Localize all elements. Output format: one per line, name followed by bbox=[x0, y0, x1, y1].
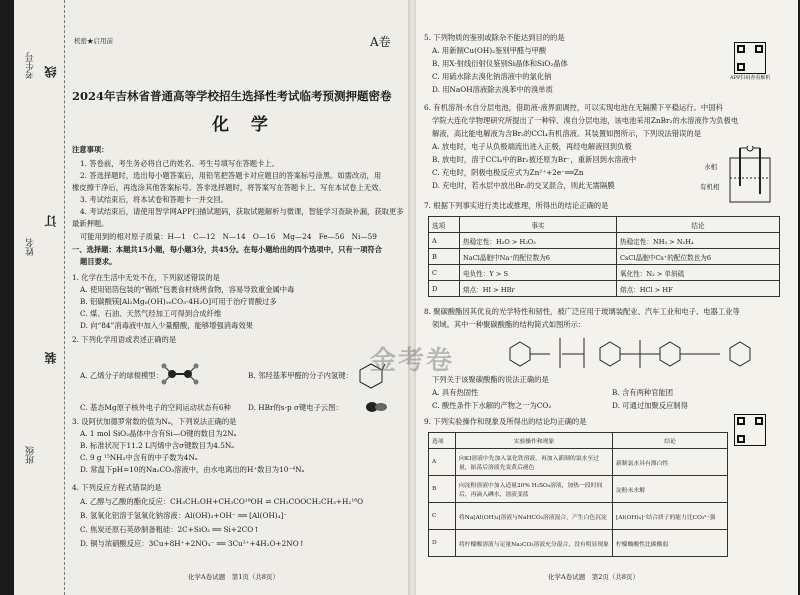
page-fold bbox=[408, 0, 416, 595]
binding-label-examno: 考生号 bbox=[26, 52, 36, 79]
q8-option-d: D. 可通过加聚反应制得 bbox=[612, 401, 688, 410]
q4-option-d: D. 铜与浓硝酸反应：3Cu+8H⁺+2NO₃⁻ ══ 3Cu²⁺+4H₂O+2NO↑ bbox=[80, 539, 305, 548]
table-header: 结论 bbox=[613, 433, 728, 449]
binding-label-order: 订 bbox=[44, 215, 58, 227]
q6-option-b: B. 放电时，溶于CCl₄中的Br₂被还原为Br⁻，重新回到水溶液中 bbox=[432, 155, 637, 164]
table-cell: 热稳定性：H₂O > H₂O₂ bbox=[460, 233, 617, 249]
note-line: 4. 考试结束后，请使用智学网APP扫描试题码，获取试题解析与微课，智能学习查缺补漏，获取更多 bbox=[80, 207, 404, 216]
right-page-footer: 化学A卷试题 第2页（共8页） bbox=[548, 573, 639, 581]
table-cell: 氧化性：N₂ > 单斜硫 bbox=[617, 265, 780, 281]
fig-label-organic: 有机相 bbox=[700, 183, 720, 191]
table-cell: 熔点：HI > HBr bbox=[460, 281, 617, 297]
note-line: 2. 答选择题时，选出每小题答案后，用铅笔把答题卡对应题目的答案标号涂黑。如需改动，用 bbox=[80, 171, 382, 180]
q6-line: 解液，高比能电解液为含Br₂的CCl₄有机溶液。其装置如图所示，下列说法错误的是 bbox=[432, 129, 701, 138]
binding-strip bbox=[14, 0, 65, 595]
table-cell: 将柠檬酸溶液与足量Na₂CO₃溶液充分混合，没有明显现象 bbox=[456, 530, 613, 557]
confidential-label: 机密★启用前 bbox=[74, 37, 113, 45]
watermark: 金考卷 bbox=[370, 346, 455, 376]
table-row bbox=[429, 233, 780, 249]
q6-option-c: C. 充电时，阴极电极反应式为Zn²⁺+2e⁻══Zn bbox=[432, 168, 584, 177]
q3-option-b: B. 标准状况下11.2 L丙烯中含σ键数目为4.5Nₐ bbox=[80, 441, 235, 450]
q5-option-a: A. 用新制Cu(OH)₂鉴别甲醛与甲酸 bbox=[432, 46, 547, 55]
question-3: 3. 设阿伏加德罗常数的值为Nₐ，下列说法正确的是 bbox=[72, 417, 237, 426]
question-8: 8. 聚碳酸酯因其优良的光学特性和韧性，被广泛应用于玻璃装配业、汽车工业和电子、电器工业等 bbox=[424, 307, 740, 316]
table-cell: 热稳定性：NH₃ > N₂H₄ bbox=[617, 233, 780, 249]
subject-title: 化 学 bbox=[212, 115, 276, 135]
qr-caption: APP扫码查看解析 bbox=[730, 75, 771, 81]
table-cell: D bbox=[429, 281, 460, 297]
qr-code-icon bbox=[734, 42, 766, 74]
left-page-footer: 化学A卷试题 第1页（共8页） bbox=[188, 573, 279, 581]
table-cell: 淀粉未水解 bbox=[613, 476, 728, 503]
table-row bbox=[429, 265, 780, 281]
question-7: 7. 根据下列事实进行类比或推理，所得出的结论正确的是 bbox=[424, 201, 609, 210]
table-row bbox=[429, 433, 728, 449]
table-cell: B bbox=[429, 476, 456, 503]
table-cell: B bbox=[429, 249, 460, 265]
table-cell: A bbox=[429, 449, 456, 476]
question-9: 9. 下列实验操作和现象及所得出的结论均正确的是 bbox=[424, 417, 587, 426]
q1-option-a: A. 使用铝箔包装的“锡纸”包裹食材烧烤食物，容易导致重金属中毒 bbox=[80, 285, 295, 294]
q4-option-a: A. 乙醇与乙酸的酯化反应：CH₃CH₂OH+CH₃CO¹⁸OH ⇌ CH₃COOCH₂CH₃+H₂¹⁸O bbox=[80, 497, 364, 506]
q8-option-b: B. 含有两种官能团 bbox=[612, 388, 674, 397]
q8-subquestion: 下列关于该聚碳酸酯的说法正确的是 bbox=[432, 375, 549, 384]
table-row bbox=[429, 249, 780, 265]
q2-option-c: C. 基态Mg原子核外电子的空间运动状态有6种 bbox=[80, 403, 231, 412]
table-cell: 向淀粉溶液中加入适量20% H₂SO₄溶液，加热一段时间后，再滴入碘水，溶液变蓝 bbox=[456, 476, 613, 503]
q5-option-c: C. 用硫水除去溴化钠溶液中的氯化钠 bbox=[432, 72, 552, 81]
qr-code-icon bbox=[734, 414, 766, 446]
battery-diagram bbox=[700, 146, 780, 206]
atomic-masses: 可能用到的相对原子质量：H—1 C—12 N—14 O—16 Mg—24 Fe—56 Ni—59 bbox=[80, 232, 377, 241]
table-row bbox=[429, 530, 728, 557]
table-cell: CsCl晶胞中Cs⁺的配位数也为6 bbox=[617, 249, 780, 265]
table-cell: NaCl晶胞中Na⁺的配位数为6 bbox=[460, 249, 617, 265]
question-1: 1. 化学在生活中无处不在，下列叙述错误的是 bbox=[72, 273, 220, 282]
table-cell: 新制氯水具有漂白性 bbox=[613, 449, 728, 476]
table-cell: 柠檬酸酸性比碳酸弱 bbox=[613, 530, 728, 557]
binding-label-class: 班级 bbox=[26, 446, 36, 464]
question-5: 5. 下列物质的鉴别或除杂不能达到目的的是 bbox=[424, 33, 565, 42]
section-heading-cont: 题目要求。 bbox=[80, 257, 117, 266]
table-cell: 将Na[Al(OH)₄]溶液与NaHCO₃溶液混合，产生白色沉淀 bbox=[456, 503, 613, 530]
q6-option-d: D. 充电时，若水层中放出Br₂的交叉混合，则此无需隔膜 bbox=[432, 181, 615, 190]
note-line: 橡皮擦干净后，再选涂其他答案标号。答非选择题时，将答案写在答题卡上。写在本试卷上无效。 bbox=[72, 183, 386, 192]
section-heading: 一、选择题：本题共15小题，每小题3分，共45分。在每小题给出的四个选项中，只有一项符合 bbox=[72, 245, 382, 254]
polycarbonate-structure bbox=[500, 334, 770, 370]
question-2: 2. 下列化学用语或表述正确的是 bbox=[72, 335, 177, 344]
q1-option-d: D. 向“84”消毒液中加入少量醋酸，能够增强消毒效果 bbox=[80, 321, 253, 330]
note-line: 1. 答卷前，考生务必将自己的姓名、考生号填写在答题卡上。 bbox=[80, 159, 279, 168]
table-header: 选项 bbox=[429, 217, 460, 233]
note-line: 3. 考试结束后，将本试卷和答题卡一并交回。 bbox=[80, 195, 228, 204]
table-row bbox=[429, 449, 728, 476]
question-6: 6. 有机溶剂-水自分层电池，借助液-液界面调控，可以实现电池在无隔膜下平稳运行。中国科 bbox=[424, 103, 723, 112]
q3-option-a: A. 1 mol SiO₂晶体中含有Si—O键的数目为2Nₐ bbox=[80, 429, 237, 438]
table-cell: 向KI溶液中先加入氯化铁溶液，再加入新制的氯水至过量，振荡后溶液先变黄后褪色 bbox=[456, 449, 613, 476]
table-cell: 熔点：HCl > HF bbox=[617, 281, 780, 297]
table-cell: [Al(OH)₄]⁻结合质子的能力比CO₃²⁻强 bbox=[613, 503, 728, 530]
table-row bbox=[429, 217, 780, 233]
table-cell: C bbox=[429, 265, 460, 281]
q1-option-b: B. 铝碳酸镁[Al₂Mg₆(OH)₁₆CO₃·4H₂O]可用于治疗胃酸过多 bbox=[80, 297, 277, 306]
q8-option-a: A. 具有热固性 bbox=[432, 388, 479, 397]
ethylene-ball-stick-model bbox=[160, 362, 200, 386]
q1-option-c: C. 煤、石油、天然气经加工可得到合成纤维 bbox=[80, 309, 222, 318]
table-header: 选项 bbox=[429, 433, 456, 449]
table-header: 实验操作和现象 bbox=[456, 433, 613, 449]
table-cell: D bbox=[429, 530, 456, 557]
binding-label-install: 装 bbox=[44, 352, 58, 364]
q2-option-a: A. 乙烯分子的球棍模型： bbox=[80, 371, 163, 380]
fig-label-aqueous: 水相 bbox=[704, 163, 717, 171]
q8-option-c: C. 酸性条件下水解的产物之一为CO₂ bbox=[432, 401, 552, 410]
q9-table bbox=[428, 432, 728, 557]
table-cell: C bbox=[429, 503, 456, 530]
q2-option-d: D. HBr的s-p σ键电子云图： bbox=[248, 403, 343, 412]
table-cell: 电负性：Y > S bbox=[460, 265, 617, 281]
q6-option-a: A. 放电时，电子从负极端流出进入正极，再经电解液回到负极 bbox=[432, 142, 632, 151]
question-4: 4. 下列反应方程式错误的是 bbox=[72, 483, 162, 492]
version-label: A卷 bbox=[370, 35, 391, 49]
q5-option-d: D. 用NaOH溶液除去溴苯中的溴单质 bbox=[432, 85, 553, 94]
table-header: 事实 bbox=[460, 217, 617, 233]
q4-option-b: B. 氢氧化铝溶于氢氧化钠溶液：Al(OH)₃+OH⁻ ══ [Al(OH)₄]⁻ bbox=[80, 511, 288, 520]
table-row bbox=[429, 503, 728, 530]
table-row bbox=[429, 281, 780, 297]
binding-label-line: 线 bbox=[44, 66, 58, 78]
q8-line: 领域。其中一种聚碳酸酯的结构简式如图所示： bbox=[432, 320, 586, 329]
q3-option-c: C. 9 g ¹⁵NH₃中含有的中子数为4Nₐ bbox=[80, 453, 198, 462]
table-cell: A bbox=[429, 233, 460, 249]
table-header: 结论 bbox=[617, 217, 780, 233]
q5-option-b: B. 用X-射线衍射仪鉴别Si晶体和SiO₂晶体 bbox=[432, 59, 568, 68]
exam-title: 2024年吉林省普通高等学校招生选择性考试临考预测押题密卷 bbox=[72, 89, 392, 103]
binding-label-name: 姓名 bbox=[26, 238, 36, 256]
q7-table bbox=[428, 216, 780, 297]
q3-option-d: D. 常温下pH=10的Na₂CO₃溶液中，由水电离出的H⁺数目为10⁻⁴Nₐ bbox=[80, 465, 305, 474]
q4-option-c: C. 焦炭还原石英砂制备粗硅：2C+SiO₂ ══ Si+2CO↑ bbox=[80, 525, 260, 534]
notes-heading: 注意事项： bbox=[72, 145, 109, 154]
q2-option-b: B. 邻羟基苯甲醛的分子内氢键： bbox=[248, 371, 353, 380]
note-line: 最新押题。 bbox=[72, 219, 109, 228]
q6-line: 学院大连化学物理研究所提出了一种锌、溴自分层电池，该电池采用ZnBr₂的水溶液作为负极电 bbox=[432, 116, 739, 125]
table-row bbox=[429, 476, 728, 503]
electron-cloud-diagram bbox=[364, 400, 388, 414]
